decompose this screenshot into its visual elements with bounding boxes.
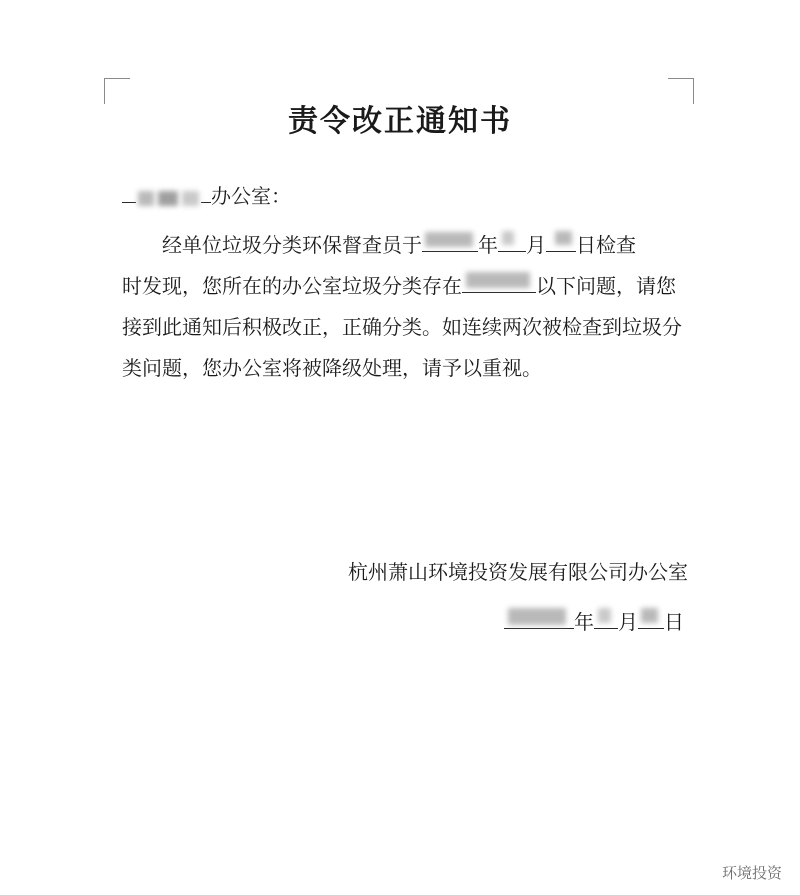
inspection-year-field bbox=[422, 231, 478, 252]
paragraph-text-part3: 以下问题，请您 bbox=[536, 276, 676, 298]
inspection-year-redaction bbox=[425, 232, 473, 247]
signature-month-redaction bbox=[598, 608, 611, 623]
paragraph-text-part1: 经单位垃圾分类环保督查员于 bbox=[162, 235, 422, 257]
page-title: 责令改正通知书 bbox=[288, 105, 512, 138]
signature-organization: 杭州萧山环境投资发展有限公司办公室 bbox=[348, 562, 688, 584]
signature-year-redaction bbox=[508, 608, 566, 625]
body-paragraph bbox=[122, 226, 688, 390]
paragraph-day-unit: 日检查 bbox=[576, 235, 636, 257]
salutation-underline-tail bbox=[201, 182, 211, 203]
inspection-day-redaction bbox=[555, 231, 572, 245]
problem-count-redaction bbox=[466, 272, 530, 288]
signature-year-unit: 年 bbox=[574, 612, 594, 634]
salutation-suffix: 办公室： bbox=[211, 186, 291, 208]
salutation-redaction-a bbox=[138, 191, 154, 206]
inspection-month-redaction bbox=[502, 231, 514, 245]
signature-day-unit: 日 bbox=[664, 612, 684, 634]
paragraph-year-unit: 年 bbox=[478, 235, 498, 257]
signature-year-field bbox=[504, 608, 574, 629]
watermark-label: 环境投资 bbox=[721, 866, 782, 882]
paragraph-text-part2: 时发现，您所在的办公室垃圾分类存在 bbox=[122, 276, 462, 298]
signature-date bbox=[122, 606, 688, 640]
signature-block bbox=[122, 556, 688, 640]
signature-day-redaction bbox=[641, 608, 658, 623]
problem-count-field bbox=[462, 272, 536, 293]
document-body bbox=[122, 178, 688, 390]
inspection-month-field bbox=[498, 231, 526, 252]
paragraph-text-part5: 类问题，您办公室将被降级处理，请予以重视。 bbox=[122, 358, 542, 380]
paragraph-text-part4: 接到此通知后积极改正，正确分类。如连续两次被检查到垃圾分 bbox=[122, 317, 682, 339]
signature-month-field bbox=[594, 608, 618, 629]
paragraph-month-unit: 月 bbox=[526, 235, 546, 257]
salutation-underline-lead bbox=[122, 182, 136, 203]
signature-day-field bbox=[638, 608, 664, 629]
signature-month-unit: 月 bbox=[618, 612, 638, 634]
salutation-redaction-c bbox=[182, 191, 199, 206]
salutation-line bbox=[122, 178, 688, 216]
salutation-redaction-b bbox=[158, 191, 178, 206]
inspection-day-field bbox=[546, 231, 576, 252]
